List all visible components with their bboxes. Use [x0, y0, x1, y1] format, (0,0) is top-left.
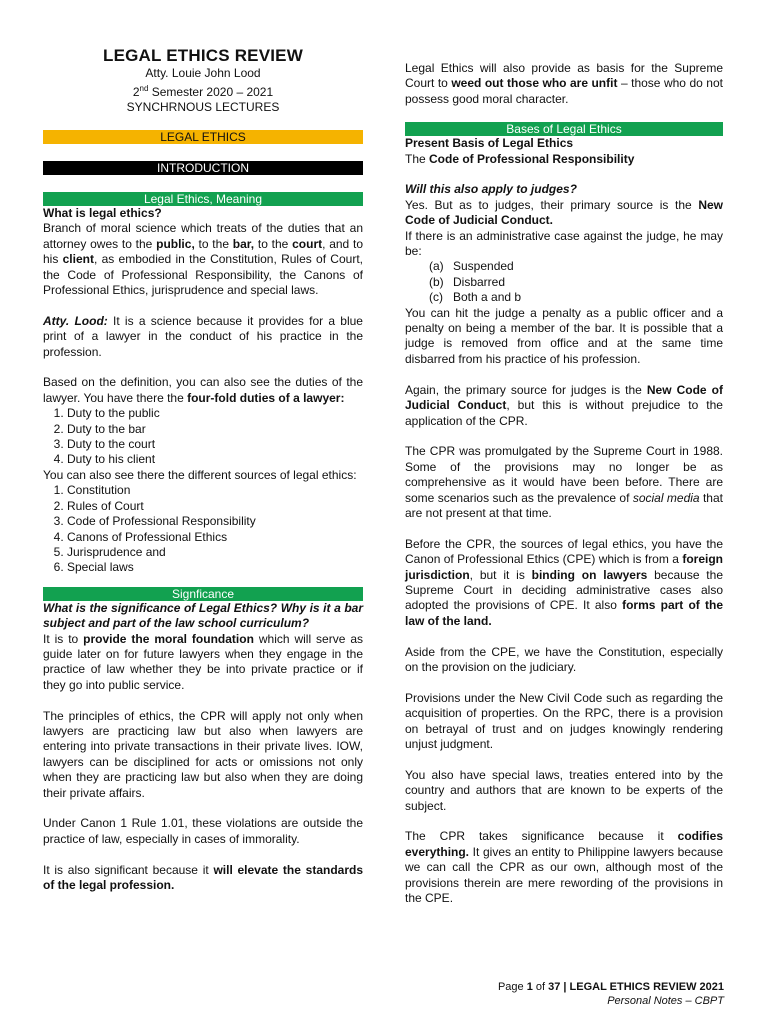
- codifies-paragraph: The CPR takes significance because it codifies everything. It gives an entity to Philippine lawyers because we can call the CPR as our own, although most of the provisions therein are mere rewording of the provisions in the CPE.: [405, 829, 723, 905]
- page-footer: Page 1 of 37 | LEGAL ETHICS REVIEW 2021: [497, 981, 724, 993]
- list-item: 5. Jurisprudence and: [67, 545, 363, 560]
- judges-answer: Yes. But as to judges, their primary source is the New Code of Judicial Conduct.: [405, 197, 723, 228]
- again-paragraph: Again, the primary source for judges is the New Code of Judicial Conduct, but this is without prejudice to the application of the CPR.: [405, 382, 723, 428]
- before-cpr-paragraph: Before the CPR, the sources of legal ethics, you have the Canon of Professional Ethics (CPE) which is from a foreign jurisdiction, but it is binding on lawyers because the Supreme Court in deciding administrative cases also adopted the provisions of CPE. It also forms part of the law of the land.: [405, 536, 723, 628]
- section-bar-meaning: Legal Ethics, Meaning: [43, 192, 363, 206]
- list-item: 2. Rules of Court: [67, 499, 363, 514]
- duties-intro-paragraph: Based on the definition, you can also see the duties of the lawyer. You have there the four-fold duties of a lawyer:: [43, 375, 363, 405]
- hit-judge-paragraph: You can hit the judge a penalty as a public officer and a penalty on being a member of the bar. It is possible that a judge is removed from office and at the same time disbarred from his practice of his profession.: [405, 305, 723, 366]
- sources-intro-paragraph: You can also see there the different sources of legal ethics:: [43, 467, 357, 482]
- list-item: (c) Both a and b: [429, 290, 723, 305]
- significance-answer: It is to provide the moral foundation which will serve as guide later on for future lawyers when they engage in the practice of law whether they be into private practice or if they go into public service.: [43, 631, 363, 692]
- footer-notes: Personal Notes – CBPT: [607, 995, 724, 1007]
- document-title: LEGAL ETHICS REVIEW: [103, 46, 303, 65]
- definition-paragraph: Branch of moral science which treats of the duties that an attorney owes to the public, to the bar, to the court, and to his client, as embodied in the Constitution, Rules of Court, the Code of Professional Responsibility, the Canons of Professional Ethics, jurisprudence and special laws.: [43, 221, 363, 298]
- section-bar-legal-ethics: LEGAL ETHICS: [43, 130, 363, 144]
- list-item: (a) Suspended: [429, 259, 723, 274]
- author-line: Atty. Louie John Lood: [145, 66, 261, 80]
- duties-list: [43, 406, 363, 468]
- list-item: 3. Duty to the court: [67, 437, 363, 452]
- semester-line: 2nd Semester 2020 – 2021: [132, 84, 274, 99]
- weed-out-paragraph: Legal Ethics will also provide as basis for the Supreme Court to weed out those who are unfit – those who do not possess good moral character.: [405, 61, 723, 106]
- section-bar-introduction: INTRODUCTION: [43, 161, 363, 175]
- list-item: 4. Canons of Professional Ethics: [67, 530, 363, 545]
- civil-code-paragraph: Provisions under the New Civil Code such as regarding the acquisition of properties. On the RPC, there is a provision on betrayal of trust and on judges knowingly rendering unjust judgment.: [405, 690, 723, 751]
- principles-paragraph: The principles of ethics, the CPR will apply not only when lawyers are practicing law but also when lawyers are entering into private transactions in their private lives. IOW, lawyers can be disciplined for acts or omissions not only when they are practicing law but also when they are doing their private affairs.: [43, 708, 363, 800]
- significance-question: What is the significance of Legal Ethics? Why is it a bar subject and part of the law school curriculum?: [43, 600, 363, 631]
- page-number: 1: [526, 981, 533, 993]
- sources-list: [43, 483, 363, 575]
- list-item: 4. Duty to his client: [67, 452, 363, 467]
- special-laws-paragraph: You also have special laws, treaties entered into by the country and authors that are known to be experts of the subject.: [405, 767, 723, 813]
- list-item: 3. Code of Professional Responsibility: [67, 514, 363, 529]
- question-what-is-legal-ethics: What is legal ethics?: [43, 206, 162, 220]
- present-basis-heading: Present Basis of Legal Ethics: [405, 136, 574, 151]
- judges-question: Will this also apply to judges?: [405, 182, 577, 197]
- list-item: 1. Constitution: [67, 483, 363, 498]
- list-item: 6. Special laws: [67, 560, 363, 575]
- list-item: (b) Disbarred: [429, 275, 723, 290]
- left-column: [43, 0, 363, 893]
- lood-note-paragraph: Atty. Lood: It is a science because it provides for a blue print of a lawyer in the conduct of his practice in the profession.: [43, 313, 363, 359]
- right-column: [405, 0, 723, 906]
- subtitle-line: SYNCHRNOUS LECTURES: [126, 100, 280, 114]
- canon-paragraph: Under Canon 1 Rule 1.01, these violations are outside the practice of law, especially in cases of immorality.: [43, 816, 363, 846]
- admin-case-paragraph: If there is an administrative case against the judge, he may be:: [405, 228, 723, 259]
- list-item: 1. Duty to the public: [67, 406, 363, 421]
- section-bar-significance: Signficance: [43, 587, 363, 601]
- aside-paragraph: Aside from the CPE, we have the Constitution, especially on the provision on the judiciary.: [405, 644, 723, 674]
- section-bar-bases: Bases of Legal Ethics: [405, 122, 723, 136]
- code-line: The Code of Professional Responsibility: [405, 151, 635, 166]
- list-item: 2. Duty to the bar: [67, 422, 363, 437]
- penalty-list: [405, 259, 723, 305]
- page-total: 37: [548, 981, 561, 993]
- elevate-paragraph: It is also significant because it will elevate the standards of the legal profession.: [43, 862, 363, 892]
- promulgated-paragraph: The CPR was promulgated by the Supreme Court in 1988. Some of the provisions may no longer be as comprehensive as it would have been before. There are some scenarios such as the prevalence of social media that are not present at that time.: [405, 444, 723, 520]
